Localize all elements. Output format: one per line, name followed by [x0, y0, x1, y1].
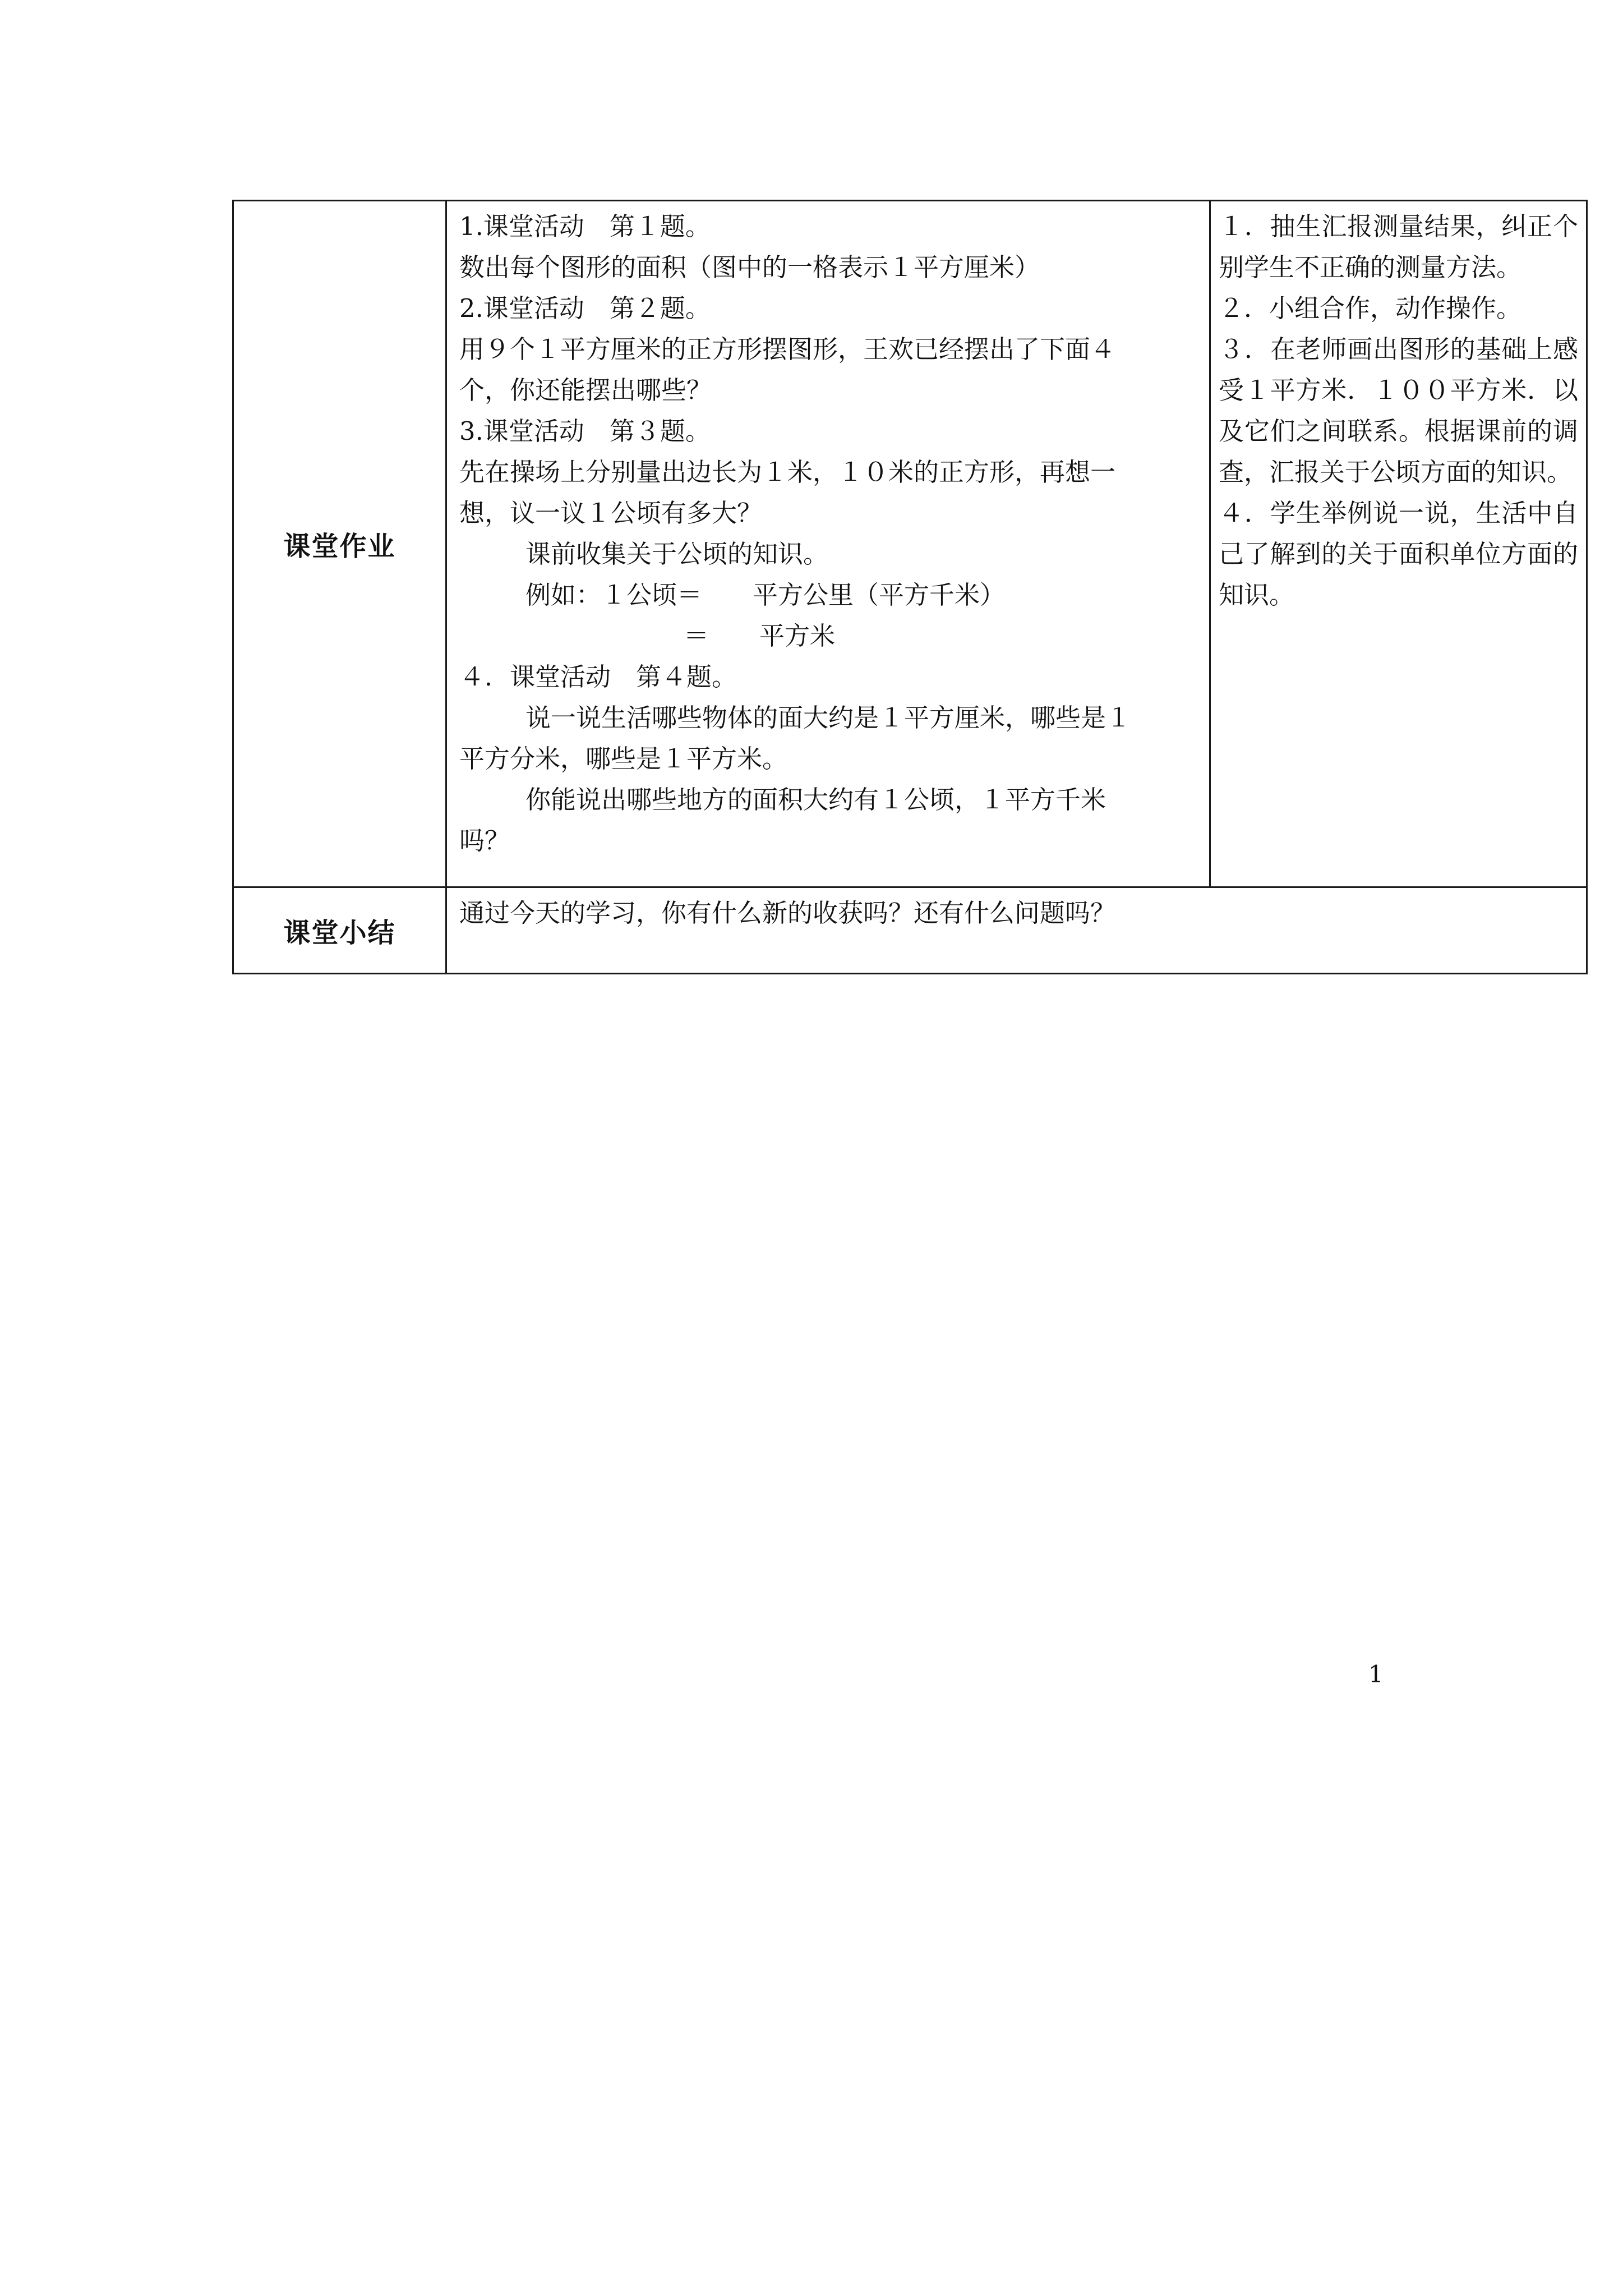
activity-line: 例如：１公顷＝ 平方公里（平方千米）	[525, 580, 1006, 610]
summary-label: 课堂小结	[233, 887, 446, 974]
activity-line: 吗？	[459, 826, 510, 855]
summary-text: 通过今天的学习，你有什么新的收获吗？还有什么问题吗？	[459, 898, 1116, 928]
activity-line: 2.课堂活动 第２题。	[459, 293, 711, 323]
activity-line: 用９个１平方厘米的正方形摆图形，王欢已经摆出了下面４	[459, 334, 1116, 364]
teaching-note: ２．小组合作，动作操作。	[1219, 293, 1522, 323]
classwork-activities-cell	[446, 201, 1210, 887]
activity-line: 先在操场上分别量出边长为１米，１０米的正方形，再想一	[459, 457, 1116, 487]
activity-line: ４．课堂活动 第４题。	[459, 662, 737, 692]
activity-line: 课前收集关于公顷的知识。	[525, 539, 829, 569]
activity-line: 数出每个图形的面积（图中的一格表示１平方厘米）	[459, 252, 1040, 282]
summary-cell	[446, 887, 1587, 974]
teaching-note: ４．学生举例说一说，生活中自己了解到的关于面积单位方面的知识。	[1219, 498, 1578, 610]
activity-line: 你能说出哪些地方的面积大约有１公顷，１平方千米	[525, 785, 1106, 815]
teaching-notes-cell	[1210, 201, 1587, 887]
activity-line: 1.课堂活动 第１题。	[459, 211, 711, 241]
activity-line: ＝ 平方米	[684, 621, 836, 651]
activity-line: 个，你还能摆出哪些？	[459, 375, 712, 405]
activity-line: 想，议一议１公顷有多大？	[459, 498, 763, 528]
teaching-note: ３．在老师画出图形的基础上感受１平方米．１００平方米．以及它们之间联系。根据课前的调查，汇报关于公顷方面的知识。	[1219, 334, 1578, 487]
lesson-plan-table	[232, 200, 1588, 974]
activity-line: 3.课堂活动 第３题。	[459, 416, 711, 446]
activity-line: 平方分米，哪些是１平方米。	[459, 744, 788, 774]
classwork-row	[233, 201, 1587, 887]
page-number: 1	[1368, 1660, 1384, 1688]
activity-line: 说一说生活哪些物体的面大约是１平方厘米，哪些是１	[525, 703, 1132, 733]
teaching-note: １．抽生汇报测量结果，纠正个别学生不正确的测量方法。	[1219, 211, 1578, 282]
classwork-label: 课堂作业	[233, 201, 446, 887]
summary-row	[233, 887, 1587, 974]
